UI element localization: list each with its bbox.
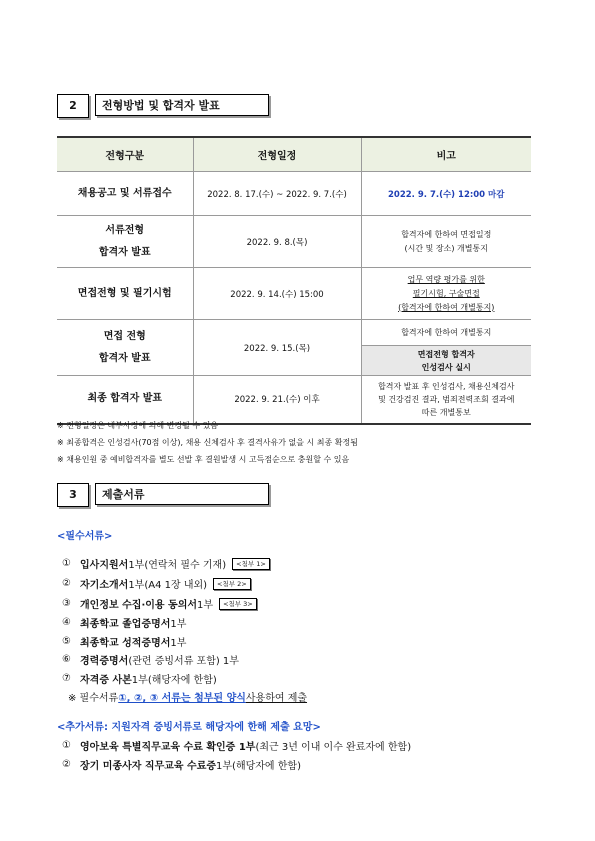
note-line: (시간 및 장소) 개별통지 (404, 243, 488, 253)
note-line: 인성검사 실시 (421, 362, 471, 372)
note-line: 합격자 발표 후 인성검사, 채용신체검사 (378, 381, 515, 391)
item-title: 자격증 사본 (80, 675, 132, 686)
additional-heading: <추가서류: 지원자격 증빙서류로 해당자에 한해 제출 요망> (57, 722, 321, 733)
date-cell: 2022. 9. 15.(목) (193, 320, 361, 376)
list-item (62, 615, 186, 630)
category-cell: 최종 합격자 발표 (57, 376, 193, 424)
required-note (68, 689, 307, 704)
section-title: 전형방법 및 합격자 발표 (95, 94, 269, 116)
item-number: ⑦ (62, 673, 71, 684)
note-cell (361, 268, 531, 320)
item-detail: 1부 (197, 600, 214, 611)
item-title: 입사지원서 (80, 560, 129, 571)
item-number: ② (62, 759, 71, 770)
column-header: 전형일정 (193, 137, 361, 172)
list-item (62, 652, 239, 667)
item-detail: 1부(해당자에 한함) (131, 675, 217, 686)
footnote: ※ 전형일정은 내부사정에 의해 변경될 수 있음 (57, 421, 219, 430)
list-item (62, 556, 270, 571)
note-line: 필기시험, 구술면접 (412, 288, 480, 298)
item-number: ⑤ (62, 636, 71, 647)
category-line: 면접 전형 (103, 330, 146, 342)
footnote: ※ 최종합격은 인성검사(70점 이상), 채용 신체검사 후 결격사유가 없을 시 최종 확정됨 (57, 438, 358, 447)
item-title: 자기소개서 (80, 580, 129, 591)
table-row (57, 376, 531, 424)
category-cell (57, 216, 193, 268)
section-number: 3 (57, 483, 89, 507)
item-detail: (최근 3년 이내 이수 완료자에 한함) (255, 742, 412, 753)
category-line: 합격자 발표 (98, 352, 151, 364)
item-number: ② (62, 578, 71, 589)
table-row (57, 268, 531, 320)
note-line: 면접전형 합격자 (417, 349, 475, 359)
item-number: ① (62, 558, 71, 569)
item-number: ① (62, 740, 71, 751)
column-header: 전형구분 (57, 137, 193, 172)
required-heading: <필수서류> (57, 531, 113, 542)
section-number: 2 (57, 94, 89, 118)
table-header-row (57, 137, 531, 172)
item-title: 영아보육 특별직무교육 수료 확인증 1부 (80, 742, 256, 753)
note-cell: 2022. 9. 7.(수) 12:00 마감 (361, 172, 531, 216)
date-cell: 2022. 9. 21.(수) 이후 (193, 376, 361, 424)
item-title: 최종학교 졸업증명서 (80, 619, 171, 630)
list-item (62, 576, 251, 591)
list-item (62, 671, 217, 686)
note-line: 합격자에 한하여 면접일정 (401, 229, 492, 239)
list-item (62, 738, 411, 753)
table-row (57, 320, 531, 346)
item-title: 장기 미종사자 직무교육 수료증 (80, 761, 217, 772)
list-item (62, 757, 301, 772)
category-line: 서류전형 (105, 224, 145, 236)
date-cell: 2022. 9. 14.(수) 15:00 (193, 268, 361, 320)
item-detail: (관련 증빙서류 포함) 1부 (128, 656, 239, 667)
item-detail: 1부 (170, 619, 187, 630)
category-line: 합격자 발표 (98, 246, 151, 258)
item-title: 경력증명서 (80, 656, 129, 667)
item-number: ⑥ (62, 654, 71, 665)
item-title: 최종학교 성적증명서 (80, 638, 171, 649)
attachment-badge: <첨부 3> (219, 598, 257, 610)
footnote: ※ 채용인원 중 예비합격자를 별도 선발 후 결원발생 시 고득점순으로 충원할 수 있음 (57, 455, 350, 464)
item-detail: 1부(해당자에 한함) (216, 761, 301, 772)
note-line: 따른 개별통보 (421, 407, 471, 417)
list-item (62, 596, 257, 611)
item-number: ④ (62, 617, 71, 628)
note-cell (361, 216, 531, 268)
date-cell: 2022. 8. 17.(수) ~ 2022. 9. 7.(수) (193, 172, 361, 216)
category-cell: 채용공고 및 서류접수 (57, 172, 193, 216)
note-line: 업무 역량 평가를 위한 (407, 274, 485, 284)
schedule-table (57, 136, 531, 425)
note-line: (합격자에 한하여 개별통지) (398, 302, 495, 312)
table-row (57, 216, 531, 268)
note-cell: 합격자에 한하여 개별통지 (361, 320, 531, 346)
item-number: ③ (62, 598, 71, 609)
note-cell (361, 376, 531, 424)
item-detail: 1부(연락처 필수 기재) (128, 560, 227, 571)
item-detail: 1부 (170, 638, 187, 649)
item-detail: 1부(A4 1장 내외) (128, 580, 208, 591)
attachment-badge: <첨부 1> (232, 558, 270, 570)
note-line: 및 건강검진 결과, 범죄전력조회 결과에 (378, 394, 515, 404)
note-highlight-cell (361, 346, 531, 376)
item-title: 개인정보 수집·이용 동의서 (80, 600, 198, 611)
date-cell: 2022. 9. 8.(목) (193, 216, 361, 268)
list-item (62, 634, 186, 649)
table-row (57, 172, 531, 216)
category-cell (57, 320, 193, 376)
attachment-badge: <첨부 2> (213, 578, 251, 590)
note-highlight: ①, ②, ③ 서류는 첨부된 양식 (118, 693, 246, 704)
note-suffix: 사용하여 제출 (245, 693, 308, 704)
category-cell: 면접전형 및 필기시험 (57, 268, 193, 320)
column-header: 비고 (361, 137, 531, 172)
note-prefix: ※ 필수서류 (68, 693, 119, 704)
section-title: 제출서류 (95, 483, 269, 505)
